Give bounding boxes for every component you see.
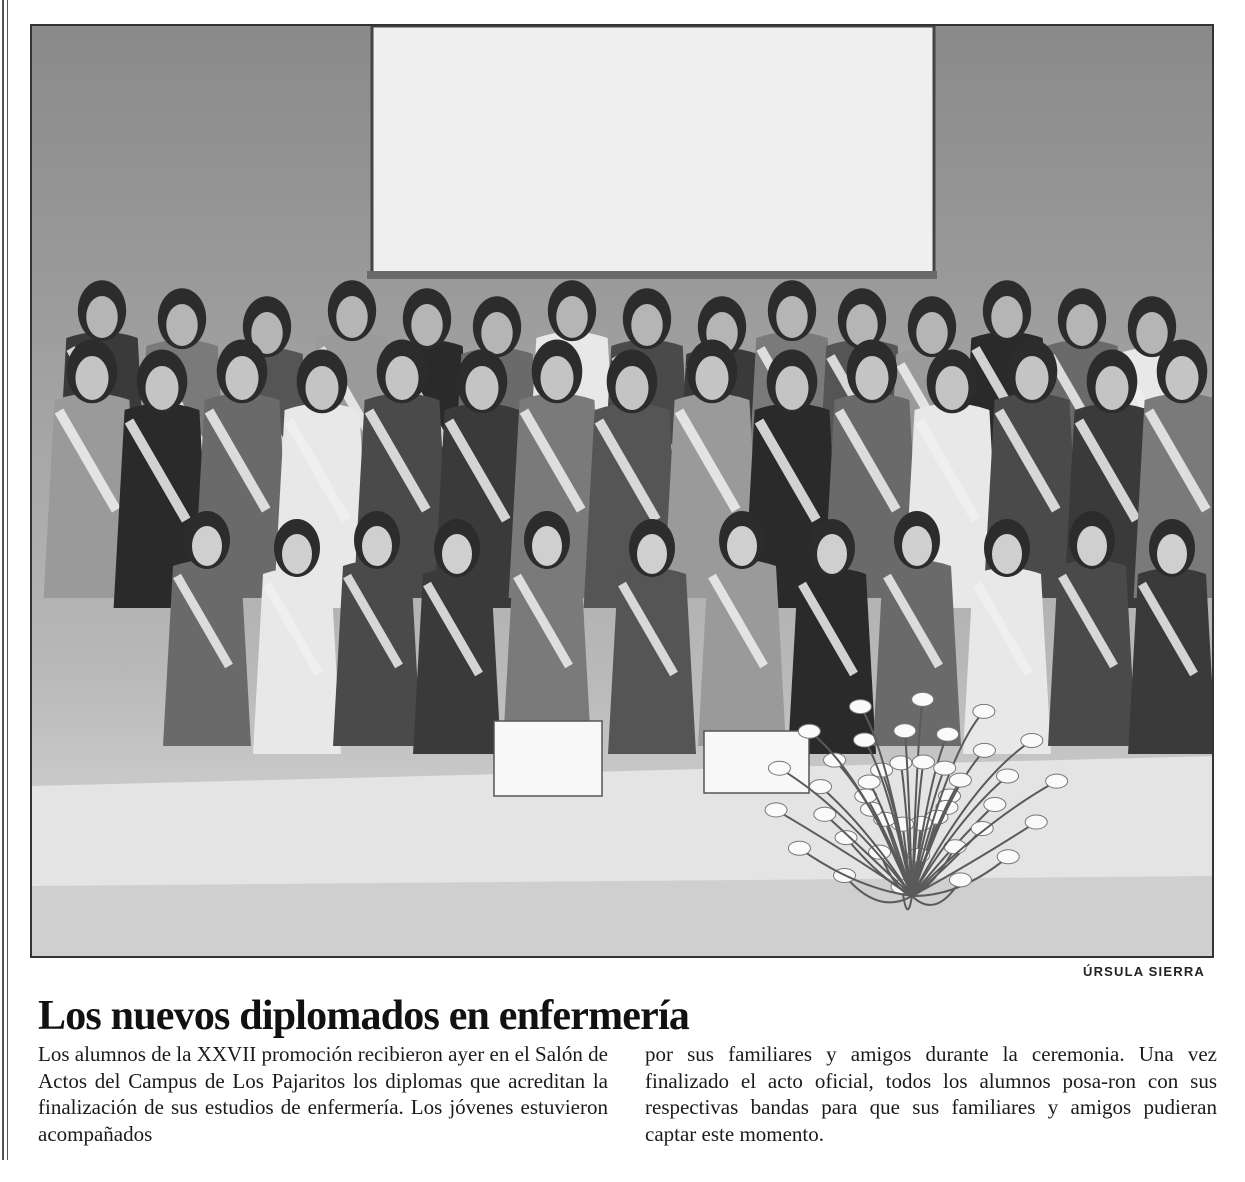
- article-column-1: Los alumnos de la XXVII promoción recibieron ayer en el Salón de Actos del Campus de Los Pajaritos los diplomas que acreditan la finalización de sus estudios de enfermería. Los jóvenes estuvieron acompañados: [38, 1042, 608, 1146]
- column-rule: [0, 0, 12, 1160]
- projection-screen: [372, 26, 934, 276]
- graduates-group: [44, 280, 1214, 754]
- photo-credit: ÚRSULA SIERRA: [1082, 964, 1205, 979]
- diploma: [704, 731, 809, 793]
- diploma: [494, 721, 602, 796]
- article-column-2: por sus familiares y amigos durante la ceremonia. Una vez finalizado el acto oficial, todos los alumnos posa-ron con sus respectivas bandas para que sus familiares y amigos pudieran captar este momento.: [645, 1042, 1217, 1146]
- headline: Los nuevos diplomados en enfermería: [38, 993, 690, 1039]
- group-photo: [30, 24, 1214, 958]
- photo-illustration: [32, 26, 1214, 958]
